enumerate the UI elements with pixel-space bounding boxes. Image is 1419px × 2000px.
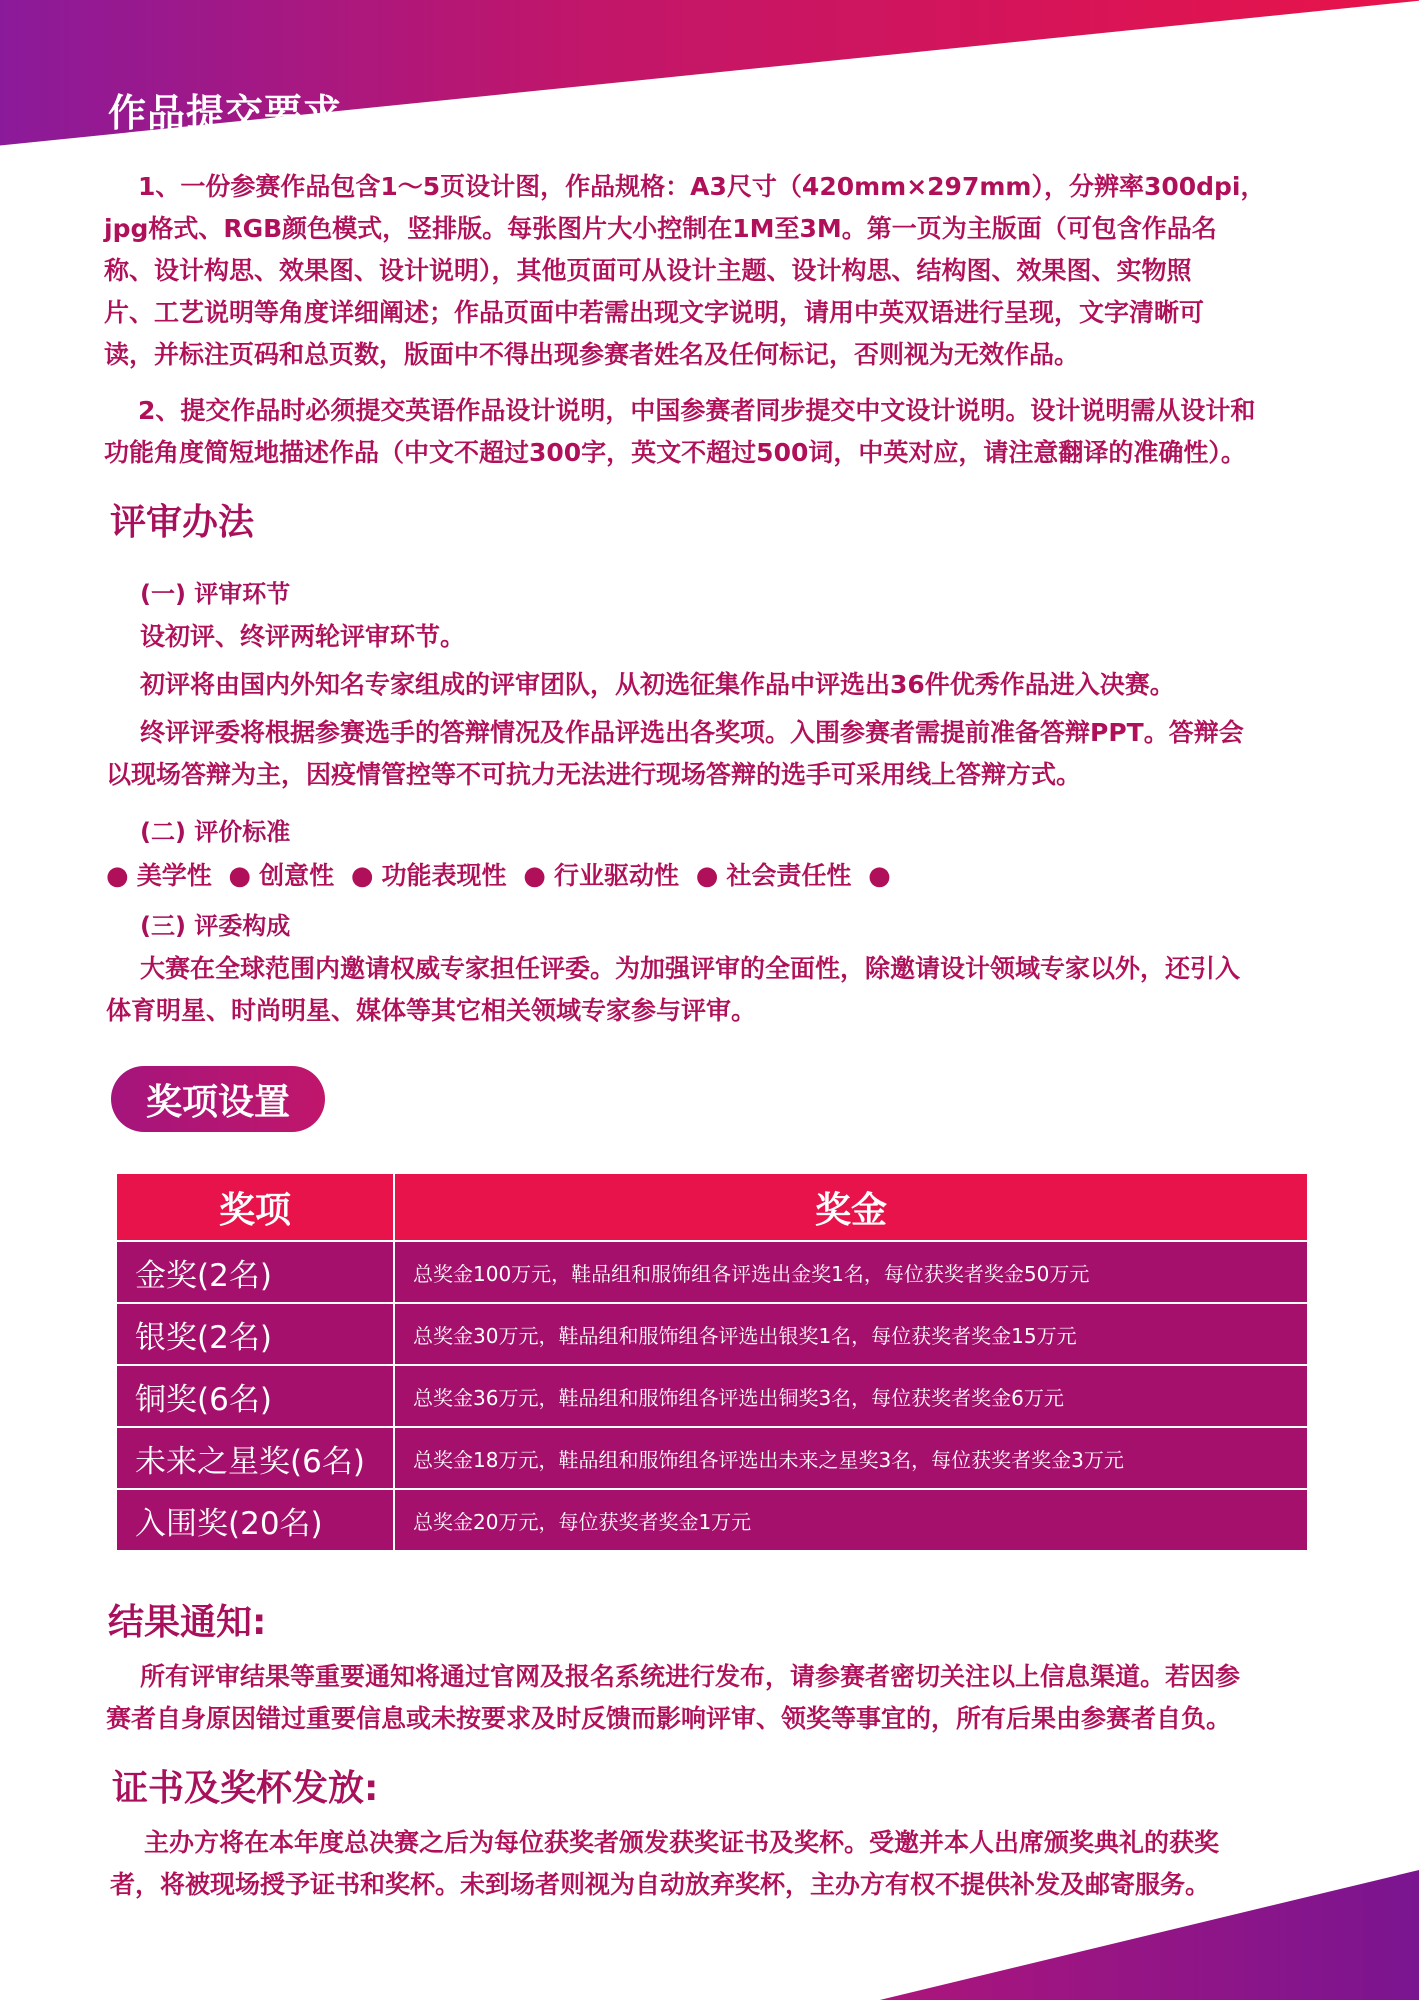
award-name: 铜奖(6名) bbox=[116, 1365, 394, 1427]
submission-paragraph-2 bbox=[104, 390, 1344, 474]
p1-line-2: jpg格式、RGB颜色模式，竖排版。每张图片大小控制在1M至3M。第一页为主版面（可包含作品名 bbox=[104, 214, 1217, 243]
sub3-text-line-1: 大赛在全球范围内邀请权威专家担任评委。为加强评审的全面性，除邀请设计领域专家以外，还引入 bbox=[140, 954, 1241, 983]
certificate-line-2: 者，将被现场授予证书和奖杯。未到场者则视为自动放弃奖杯，主办方有权不提供补发及邮寄服务。 bbox=[110, 1870, 1211, 1899]
header-prize: 奖金 bbox=[394, 1173, 1308, 1241]
bullet-icon: ● bbox=[695, 861, 719, 891]
review-title: 评审办法 bbox=[110, 502, 255, 543]
criteria-list bbox=[106, 856, 899, 892]
results-line-1: 所有评审结果等重要通知将通过官网及报名系统进行发布，请参赛者密切关注以上信息渠道。若因参 bbox=[140, 1662, 1241, 1691]
award-name: 银奖(2名) bbox=[116, 1303, 394, 1365]
results-title: 结果通知: bbox=[108, 1602, 267, 1643]
submission-paragraph-1 bbox=[104, 166, 1334, 376]
table-row bbox=[116, 1427, 1308, 1489]
bullet-icon: ● bbox=[868, 861, 891, 891]
p2-line-1: 2、提交作品时必须提交英语作品设计说明，中国参赛者同步提交中文设计说明。设计说明需从设计和 bbox=[138, 396, 1256, 425]
awards-title-pill: 奖项设置 bbox=[111, 1066, 325, 1132]
bullet-icon: ● bbox=[350, 861, 374, 891]
review-sub1-text3 bbox=[106, 712, 1346, 796]
review-sub3-text bbox=[106, 948, 1346, 1032]
bullet-icon: ● bbox=[523, 861, 546, 891]
p1-line-1: 1、一份参赛作品包含1～5页设计图，作品规格：A3尺寸（420mm×297mm），分辨率300dpi， bbox=[138, 172, 1266, 201]
certificate-title: 证书及奖杯发放: bbox=[112, 1768, 379, 1809]
criteria-item: 功能表现性 bbox=[381, 861, 507, 890]
sub3-text-line-2: 体育明星、时尚明星、媒体等其它相关领域专家参与评审。 bbox=[106, 996, 757, 1025]
review-sub1-text1: 设初评、终评两轮评审环节。 bbox=[140, 622, 466, 651]
award-detail: 总奖金20万元，每位获奖者奖金1万元 bbox=[394, 1489, 1308, 1551]
review-sub1: (一) 评审环节 bbox=[140, 580, 291, 608]
criteria-item: 社会责任性 bbox=[726, 861, 852, 890]
results-line-2: 赛者自身原因错过重要信息或未按要求及时反馈而影响评审、领奖等事宜的，所有后果由参赛者自负。 bbox=[106, 1704, 1232, 1733]
awards-table bbox=[115, 1172, 1309, 1552]
table-row bbox=[116, 1489, 1308, 1551]
award-name: 入围奖(20名) bbox=[116, 1489, 394, 1551]
award-name: 金奖(2名) bbox=[116, 1241, 394, 1303]
sub1-text3-line-2: 以现场答辩为主，因疫情管控等不可抗力无法进行现场答辩的选手可采用线上答辩方式。 bbox=[106, 760, 1082, 789]
review-sub2: (二) 评价标准 bbox=[140, 818, 291, 846]
review-sub3: (三) 评委构成 bbox=[140, 912, 291, 940]
header-award: 奖项 bbox=[116, 1173, 394, 1241]
results-paragraph bbox=[106, 1656, 1356, 1740]
p2-line-2: 功能角度简短地描述作品（中文不超过300字，英文不超过500词，中英对应，请注意翻译的准确性）。 bbox=[104, 438, 1246, 467]
review-sub1-text2: 初评将由国内外知名专家组成的评审团队，从初选征集作品中评选出36件优秀作品进入决赛。 bbox=[140, 670, 1175, 699]
award-detail: 总奖金36万元，鞋品组和服饰组各评选出铜奖3名，每位获奖者奖金6万元 bbox=[394, 1365, 1308, 1427]
table-row bbox=[116, 1303, 1308, 1365]
table-header-row bbox=[116, 1173, 1308, 1241]
p1-line-4: 片、工艺说明等角度详细阐述；作品页面中若需出现文字说明，请用中英双语进行呈现，文字清晰可 bbox=[104, 298, 1205, 327]
bullet-icon: ● bbox=[106, 861, 129, 891]
certificate-paragraph bbox=[110, 1822, 1360, 1906]
table-row bbox=[116, 1241, 1308, 1303]
award-detail: 总奖金100万元，鞋品组和服饰组各评选出金奖1名，每位获奖者奖金50万元 bbox=[394, 1241, 1308, 1303]
criteria-item: 美学性 bbox=[136, 861, 212, 890]
p1-line-5: 读，并标注页码和总页数，版面中不得出现参赛者姓名及任何标记，否则视为无效作品。 bbox=[104, 340, 1080, 369]
table-row bbox=[116, 1365, 1308, 1427]
award-detail: 总奖金30万元，鞋品组和服饰组各评选出银奖1名，每位获奖者奖金15万元 bbox=[394, 1303, 1308, 1365]
sub1-text3-line-1: 终评评委将根据参赛选手的答辩情况及作品评选出各奖项。入围参赛者需提前准备答辩PPT。答辩会 bbox=[140, 718, 1244, 747]
submission-title: 作品提交要求 bbox=[108, 91, 343, 135]
award-detail: 总奖金18万元，鞋品组和服饰组各评选出未来之星奖3名，每位获奖者奖金3万元 bbox=[394, 1427, 1308, 1489]
bullet-icon: ● bbox=[228, 861, 252, 891]
certificate-line-1: 主办方将在本年度总决赛之后为每位获奖者颁发获奖证书及奖杯。受邀并本人出席颁奖典礼的获奖 bbox=[144, 1828, 1220, 1857]
award-name: 未来之星奖(6名) bbox=[116, 1427, 394, 1489]
p1-line-3: 称、设计构思、效果图、设计说明），其他页面可从设计主题、设计构思、结构图、效果图、实物照 bbox=[104, 256, 1192, 285]
criteria-item: 创意性 bbox=[259, 861, 335, 890]
criteria-item: 行业驱动性 bbox=[553, 861, 679, 890]
